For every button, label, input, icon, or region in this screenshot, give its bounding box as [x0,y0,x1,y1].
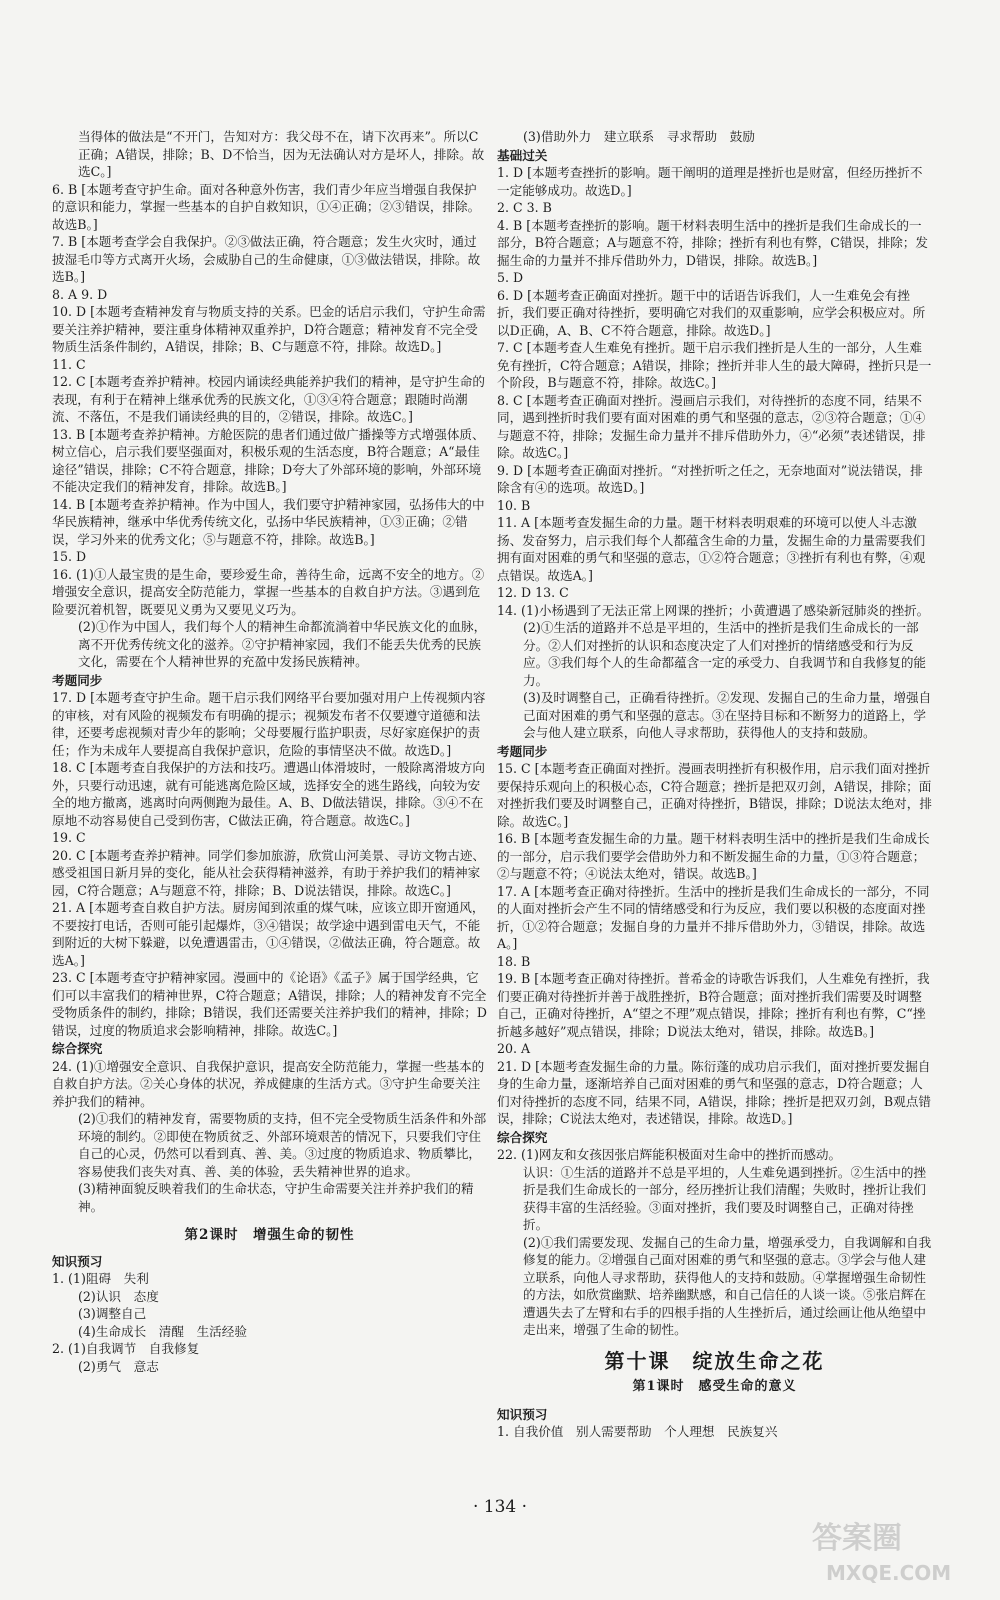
answer-item: 22. (1)网友和女孩因张启辉能积极面对生命中的挫折而感动。 [497,1147,842,1162]
answer-item: 14. (1)小杨遇到了无法正常上网课的挫折；小黄遭遇了感染新冠肺炎的挫折。 [497,602,930,618]
watermark-logo [806,1510,986,1590]
section-heading: 知识预习 [52,1253,103,1269]
answer-item: 10. D [本题考查精神发育与物质支持的关系。巴金的话启示我们，守护生命需要关注养护精神，要注重身体精神双重养护，D符合题意；精神发育不完全受物质生活条件制约，A错误，排除；B、C与题意不符，排除。故选D。] [52,304,486,354]
answer-item: 9. D [本题考查正确面对挫折。“对挫折听之任之，无奈地面对”说法错误，排除含有④的选项。故选D。] [497,462,923,495]
answer-item: (4)生命成长 清醒 生活经验 [78,1323,247,1339]
answer-item: 16. (1)①人最宝贵的是生命，要珍爱生命，善待生命，远离不安全的地方。②增强安全意识，提高安全防范能力，掌握一些基本的自救自护方法。③遇到危险要沉着机智，既要见义勇为又要见义巧为。 [52,566,485,617]
answer-item: (2)①生活的道路并不总是平坦的，生活中的挫折是我们生命成长的一部分。②人们对挫折的认识和态度决定了人们对挫折的情绪感受和行为反应。③我们每个人的生命都蕴含一定的承受力、自我调节和自我修复的能力。 [523,620,926,688]
section-heading: 综合探究 [497,1129,548,1145]
section-heading: 综合探究 [52,1041,103,1056]
answer-item: 16. B [本题考查发掘生命的力量。题干材料表明生活中的挫折是我们生命成长的一部分，启示我们要学会借助外力和不断发掘生命的力量，①③符合题意；②与题意不符；④说法太绝对，错误。故选B。] [497,831,930,881]
answer-item: (3)精神面貌反映着我们的生命状态，守护生命需要关注并养护我们的精神。 [78,1181,474,1214]
answer-item: 4. B [本题考查挫折的影响。题干材料表明生活中的挫折是我们生命成长的一部分，B符合题意；A与题意不符，排除；挫折有利也有弊，C错误，排除；发掘生命的力量并不排斥借助外力，D错误，排除。故选B。] [497,217,928,268]
answer-item: 12. D 13. C [497,585,569,600]
answer-item: (2)勇气 意志 [78,1358,159,1374]
answer-item: 15. D [52,549,87,564]
answer-item: 24. (1)①增强安全意识、自我保护意识，提高安全防范能力，掌握一些基本的自救自护方法。②关心身体的状况，养成健康的生活方式。③守护生命要关注养护我们的精神。 [52,1058,485,1109]
answer-item: 21. A [本题考查自救自护方法。厨房闻到浓重的煤气味，应该立即开窗通风，不要按打电话，否则可能引起爆炸，③④错误；故学途中遇到雷电天气，不能到附近的大树下躲避，以免遭遇雷击，①④错误，②做法正确，符合题意。故选A。] [52,900,485,968]
answer-item: 19. B [本题考查正确对待挫折。普希金的诗歌告诉我们，人生难免有挫折，我们要正确对待挫折并善于战胜挫折，B符合题意；面对挫折我们需要及时调整自己，正确对待挫折，A“望之不理”观点错误，排除；挫折有利也有弊，C“挫折越多越好”观点错误，排除；D说法太绝对，错误，排除。故选B。] [497,971,930,1039]
left-column [52,128,487,1375]
answer-item: 11. C [52,356,86,372]
answer-item: (2)①我们需要发现、发掘自己的生命力量，增强承受力，自我调解和自我修复的能力。②增强自己面对困难的勇气和坚强的意志。③学会与他人建立联系，向他人寻求帮助，获得他人的支持和鼓励。④掌握增强生命韧性的方法，如欣赏幽默、培养幽默感，和自己信任的人谈一谈。⑤张启辉在遭遇失去了左臂和右手的四根手指的人生挫折后，通过绘画让他从绝望中走出来，增强了生命的韧性。 [523,1234,932,1337]
section-heading: 基础过关 [497,147,548,163]
section-heading: 考题同步 [52,672,103,688]
answer-item: 17. A [本题考查正确对待挫折。生活中的挫折是我们生命成长的一部分，不同的人面对挫折会产生不同的情绪感受和行为反应，我们要以积极的态度面对挫折，①②符合题意；发掘自身的力量并不排斥借助外力，③错误，排除。故选A。] [497,883,930,951]
watermark-title: 答案圈 [812,1521,902,1556]
right-column [497,128,932,1441]
answer-item: 18. C [本题考查自我保护的方法和技巧。遭遇山体滑坡时，一般除离滑坡方向外，只要行动迅速，就有可能逃离危险区域，选择安全的逃生路线，向较为安全的地方撤离，逃离时向两侧跑为最佳。A、B、D做法错误，排除。③④不在原地不动容易使自己受到伤害，C做法正确，符合题意。故选C。] [52,760,485,828]
section-heading: 知识预习 [497,1406,548,1422]
answer-item: 20. A [497,1041,531,1056]
answer-item: 1. D [本题考查挫折的影响。题干阐明的道理是挫折也是财富，但经历挫折不一定能够成功。故选D。] [497,165,923,198]
answer-item: 8. C [本题考查正确面对挫折。漫画启示我们，对待挫折的态度不同，结果不同，遇到挫折时我们要有面对困难的勇气和坚强的意志，②③符合题意；①④与题意不符，排除；发掘生命力量并不排斥借助外力，④“必须”表述错误，排除。故选C。] [497,392,926,460]
answer-item: 17. D [本题考查守护生命。题干启示我们网络平台要加强对用户上传视频内容的审核，对有风险的视频发布有明确的提示；视频发布者不仅要遵守道德和法律，还要考虑视频对青少年的影响；父母要履行监护职责，尽好家庭保护的责任；作为未成年人要提高自我保护意识，危险的事情坚决不做。故选D。] [52,690,486,758]
answer-item: 10. B [497,497,531,513]
answer-item: 2. C 3. B [497,200,552,215]
lesson-subtitle: 第1课时 感受生命的意义 [632,1379,797,1394]
answer-item: 7. B [本题考查学会自我保护。②③做法正确，符合题意；发生火灾时，通过披湿毛巾等方式离开火场，会威胁自己的生命健康，①③做法错误，排除。故选B。] [52,234,481,284]
answer-item: (2)①我们的精神发育，需要物质的支持，但不完全受物质生活条件和外部环境的制约。②即使在物质贫乏、外部环境艰苦的情况下，只要我们守住自己的心灵，仍然可以看到真、善、美。③过度的物质追求、物质攀比，容易使我们丧失对真、善、美的体验，丢失精神世界的追求。 [78,1111,487,1179]
answer-item: 当得体的做法是“不开门，告知对方：我父母不在，请下次再来”。所以C正确；A错误，排除；B、D不恰当，因为无法确认对方是坏人，排除。故选C。] [78,129,485,179]
answer-item: 7. C [本题考查人生难免有挫折。题干启示我们挫折是人生的一部分，人生难免有挫折，C符合题意；A错误，排除；挫折并非人生的最大障碍，挫折只是一个阶段，B与题意不符，排除。故选C。] [497,340,932,390]
lesson-title: 第2课时 增强生命的韧性 [184,1227,355,1243]
answer-item: 1. 自我价值 别人需要帮助 个人理想 民族复兴 [497,1424,778,1439]
answer-item: (2)①作为中国人，我们每个人的精神生命都流淌着中华民族文化的血脉，离不开优秀传统文化的滋养。②守护精神家园，我们不能丢失优秀的民族文化，需要在个人精神世界的充盈中发扬民族精神。 [78,619,487,669]
answer-item: 5. D [497,270,524,285]
answer-item: 23. C [本题考查守护精神家园。漫画中的《论语》《孟子》属于国学经典，它们可以丰富我们的精神世界，C符合题意；A错误，排除；人的精神发育不完全受物质条件的制约，排除；B错误，我们还需要关注养护我们的精神，排除；D错误，过度的物质追求会影响精神，排除。故选C。] [52,970,487,1038]
answer-item: (3)调整自己 [78,1306,147,1321]
page-number: · 134 · [472,1497,528,1517]
answer-item: 2. (1)自我调节 自我修复 [52,1341,200,1356]
answer-item: 21. D [本题考查发掘生命的力量。陈衍蓬的成功启示我们，面对挫折要发掘自身的生命力量，逐渐培养自己面对困难的勇气和坚强的意志，D符合题意；人们对待挫折的态度不同，结果不同，A错误，排除；挫折是把双刃剑，B观点错误，排除；C说法太绝对，表述错误，排除。故选D。] [497,1058,931,1126]
answer-item: 18. B [497,953,531,969]
answer-item: 11. A [本题考查发掘生命的力量。题干材料表明艰难的环境可以使人斗志激扬、发奋努力，启示我们每个人都蕴含生命的力量，发掘生命的力量需要我们拥有面对困难的勇气和坚强的意志，①②符合题意；③挫折有利也有弊，④观点错误。故选A。] [497,515,926,583]
watermark-url: MXQE.COM [826,1561,952,1585]
answer-item: 12. C [本题考查养护精神。校园内诵读经典能养护我们的精神，是守护生命的表现，有利于在精神上继承优秀的民族文化，①③④符合题意；跟随时尚潮流、不落伍，不是我们诵读经典的目的，②错误，排除。故选C。] [52,374,485,424]
answer-item: (3)及时调整自己，正确看待挫折。②发现、发掘自己的生命力量，增强自己面对困难的勇气和坚强的意志。③在坚持目标和不断努力的道路上，学会与他人建立联系，向他人寻求帮助，获得他人的支持和鼓励。 [523,690,932,740]
answer-item: 认识：①生活的道路并不总是平坦的，人生难免遇到挫折。②生活中的挫折是我们生命成长的一部分，经历挫折让我们清醒；失败时，挫折让我们获得丰富的生活经验。③面对挫折，我们要及时调整自己，正确对待挫折。 [523,1164,926,1232]
answer-item: (2)认识 态度 [78,1288,159,1304]
answer-item: 20. C [本题考查养护精神。同学们参加旅游，欣赏山河美景、寻访文物古迹、感受祖国日新月异的变化，能从社会获得精神滋养，有助于养护我们的精神家园，C符合题意；A与题意不符，排除；B、D说法错误，排除。故选C。] [52,847,485,898]
answer-item: 14. B [本题考查养护精神。作为中国人，我们要守护精神家园，弘扬伟大的中华民族精神，继承中华优秀传统文化，弘扬中华民族精神，①③正确；②错误，学习外来的优秀文化；⑤与题意不符，排除。故选B。] [52,496,485,547]
answer-item: 13. B [本题考查养护精神。方舱医院的患者们通过做广播操等方式增强体质、树立信心，启示我们要坚强面对，积极乐观的生活态度，B符合题意；A“最佳途径”错误，排除；C不符合题意，排除；D夸大了外部环境的影响，外部环境不能决定我们的精神发育，排除。故选B。] [52,426,485,494]
answer-item: 6. B [本题考查守护生命。面对各种意外伤害，我们青少年应当增强自我保护的意识和能力，掌握一些基本的自护自救知识，①④正确；②③错误，排除。故选B。] [52,181,481,232]
answer-item: 1. (1)阻碍 失利 [52,1271,149,1286]
answer-item: 19. C [52,830,86,845]
answer-item: 15. C [本题考查正确面对挫折。漫画表明挫折有积极作用，启示我们面对挫折要保持乐观向上的积极心态，C符合题意；挫折是把双刃剑，A错误，排除；面对挫折我们要及时调整自己，正确对待挫折，B错误，排除；D说法太绝对，排除。故选C。] [497,761,932,829]
section-heading: 考题同步 [497,743,548,759]
chapter-title: 第十课 绽放生命之花 [604,1348,825,1373]
answer-item: 8. A 9. D [52,286,108,302]
answer-item: (3)借助外力 建立联系 寻求帮助 鼓励 [523,129,755,144]
answer-item: 6. D [本题考查正确面对挫折。题干中的话语告诉我们，人一生难免会有挫折，我们要正确对待挫折，要明确它对我们的双重影响，应学会积极应对。所以D正确，A、B、C不符合题意，排除。故选D。] [497,287,926,338]
